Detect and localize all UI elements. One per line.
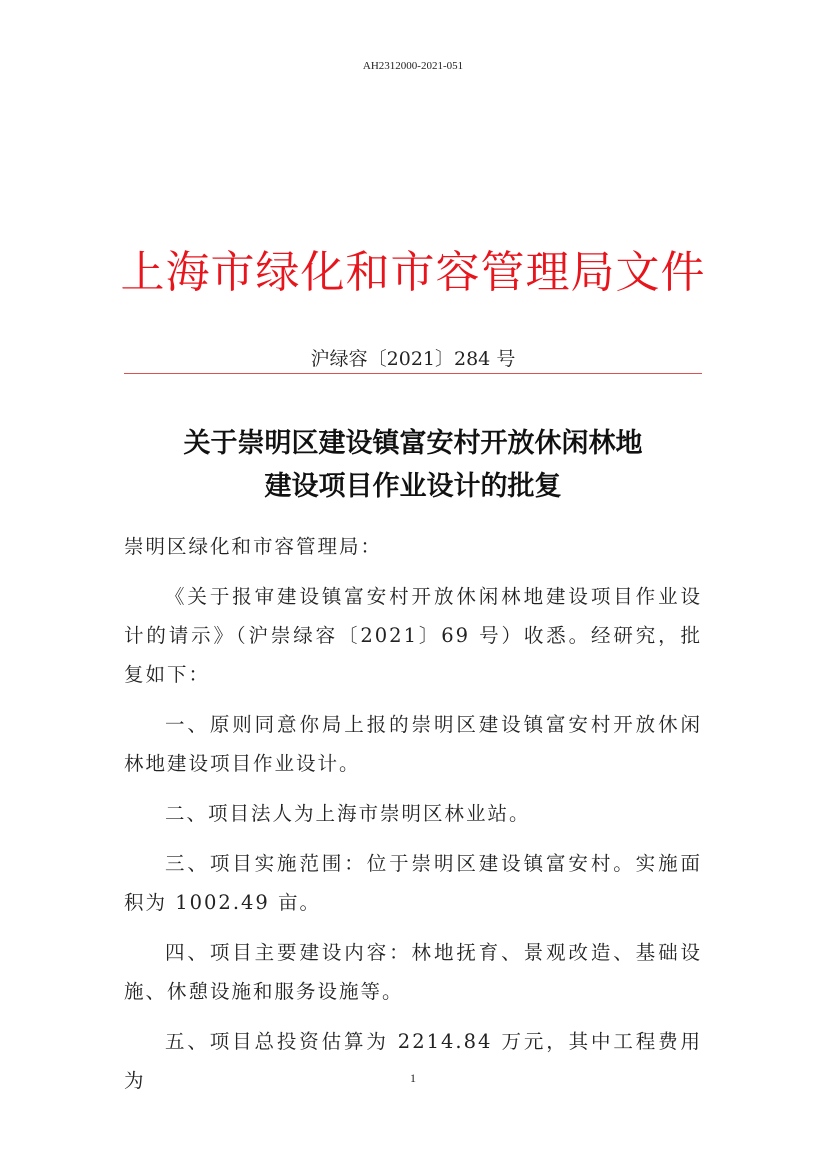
document-number: 沪绿容〔2021〕284 号: [310, 348, 516, 370]
title-line-1: 关于崇明区建设镇富安村开放休闲林地: [183, 428, 643, 459]
title-line-2: 建设项目作业设计的批复: [264, 471, 562, 502]
addressee: 崇明区绿化和市容管理局：: [124, 535, 383, 558]
red-divider-line: [124, 373, 702, 374]
document-code: AH2312000-2021-051: [362, 60, 464, 72]
intro-paragraph: 《关于报审建设镇富安村开放休闲林地建设项目作业设计的请示》（沪崇绿容〔2021〕69 号）收悉。经研究，批复如下：: [124, 585, 702, 686]
item-2-paragraph: 二、项目法人为上海市崇明区林业站。: [165, 802, 531, 825]
page-number: 1: [410, 1071, 416, 1085]
document-body: [124, 527, 702, 1100]
item-1-paragraph: 一、原则同意你局上报的崇明区建设镇富安村开放休闲林地建设项目作业设计。: [124, 713, 702, 775]
item-4-paragraph: 四、项目主要建设内容：林地抚育、景观改造、基础设施、休憩设施和服务设施等。: [124, 941, 702, 1003]
item-5-paragraph: 五、项目总投资估算为 2214.84 万元，其中工程费用为: [124, 1030, 702, 1092]
document-title: [0, 422, 826, 508]
issuer-heading: 上海市绿化和市容管理局文件: [120, 247, 706, 298]
item-3-paragraph: 三、项目实施范围：位于崇明区建设镇富安村。实施面积为 1002.49 亩。: [124, 852, 702, 914]
